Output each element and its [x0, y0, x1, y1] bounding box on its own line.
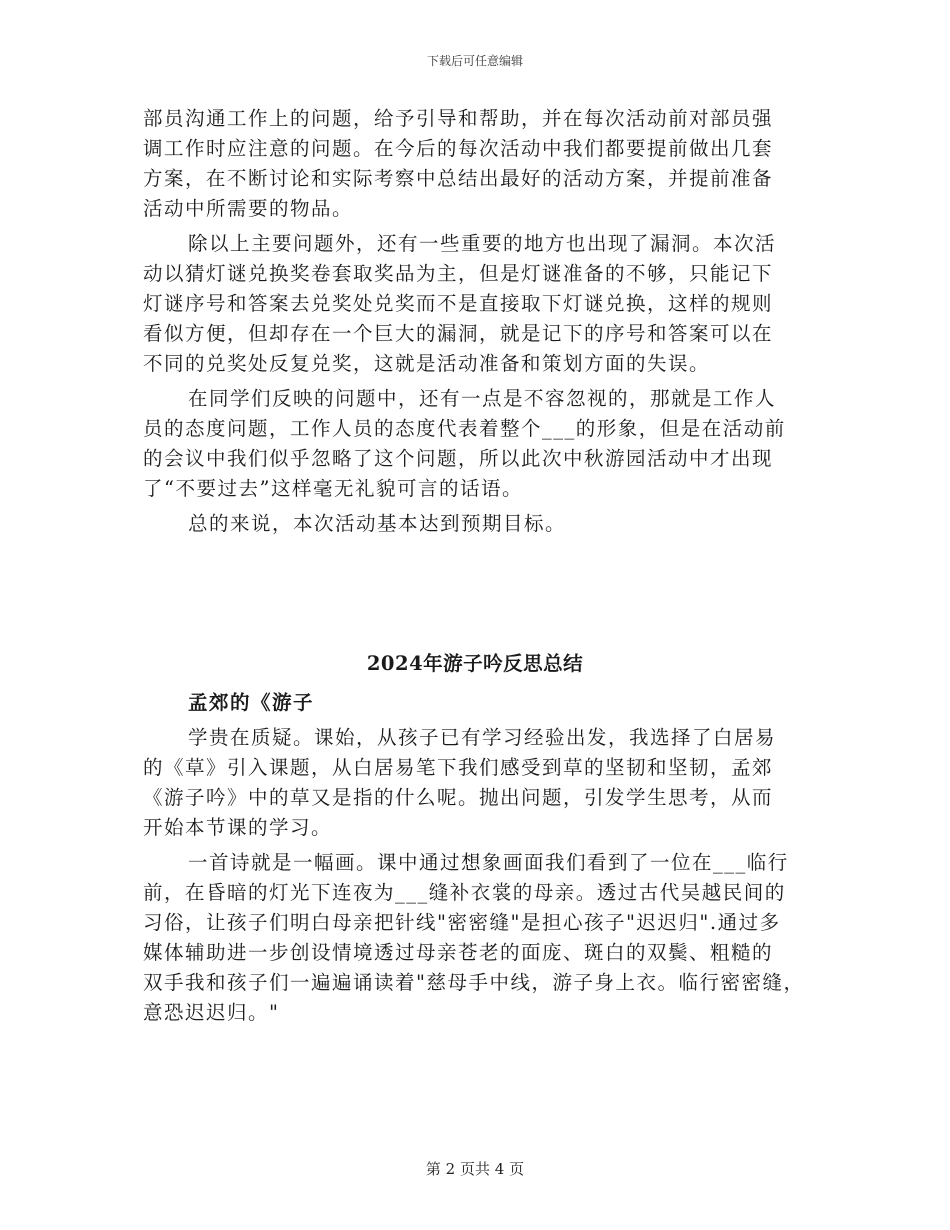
paragraph	[143, 509, 808, 539]
text-line: 意恐迟迟归。"	[143, 1001, 280, 1024]
text-line: 习俗，让孩子们明白母亲把针线"密密缝"是担心孩子"迟迟归".通过多	[143, 911, 781, 934]
text-line: 不同的兑奖处反复兑奖，这就是活动准备和策划方面的失误。	[143, 352, 711, 375]
page-header-note: 下载后可任意编辑	[426, 54, 523, 68]
text-line: 除以上主要问题外，还有一些重要的地方也出现了漏洞。本次活	[188, 232, 777, 255]
text-line: 部员沟通工作上的问题，给予引导和帮助，并在每次活动前对部员强	[143, 107, 774, 130]
section-1-body	[143, 104, 808, 539]
text-line: 总的来说，本次活动基本达到预期目标。	[188, 512, 567, 535]
text-line: 方案，在不断讨论和实际考察中总结出最好的活动方案，并提前准备	[143, 167, 774, 190]
text-line: 活动中所需要的物品。	[143, 197, 354, 220]
text-line: 员的态度问题，工作人员的态度代表着整个___的形象，但是在活动前	[143, 417, 786, 440]
paragraph	[143, 848, 823, 1028]
text-line: 看似方便，但却存在一个巨大的漏洞，就是记下的序号和答案可以在	[143, 322, 774, 345]
text-line: 了“不要过去”这样毫无礼貌可言的话语。	[143, 477, 523, 500]
section-title: 2024年游子吟反思总结	[366, 652, 584, 675]
text-line: 《游子吟》中的草又是指的什么呢。抛出问题，引发学生思考，从而	[143, 786, 774, 809]
text-line: 学贵在质疑。课始，从孩子已有学习经验出发，我选择了白居易	[188, 726, 777, 749]
paragraph	[143, 229, 808, 379]
text-line: 灯谜序号和答案去兑奖处兑奖而不是直接取下灯谜兑换，这样的规则	[143, 292, 774, 315]
text-line: 一首诗就是一幅画。课中通过想象画面我们看到了一位在___临行	[188, 851, 789, 874]
text-line: 的会议中我们似乎忽略了这个问题，所以此次中秋游园活动中才出现	[143, 447, 774, 470]
text-line: 调工作时应注意的问题。在今后的每次活动中我们都要提前做出几套	[143, 137, 774, 160]
subheading: 孟郊的《游子	[188, 691, 315, 714]
text-line: 在同学们反映的问题中，还有一点是不容忽视的，那就是工作人	[188, 387, 777, 410]
section-2-body	[143, 688, 823, 1028]
page-number: 第 2 页共 4 页	[425, 1160, 525, 1178]
text-line: 媒体辅助进一步创设情境透过母亲苍老的面庞、斑白的双鬓、粗糙的	[143, 941, 774, 964]
text-line: 开始本节课的学习。	[143, 816, 333, 839]
paragraph	[143, 384, 808, 504]
text-line: 前，在昏暗的灯光下连夜为___缝补衣裳的母亲。透过古代吴越民间的	[143, 881, 786, 904]
paragraph	[143, 723, 823, 843]
text-line: 双手我和孩子们一遍遍诵读着"慈母手中线，游子身上衣。临行密密缝，	[143, 971, 805, 994]
paragraph	[143, 104, 808, 224]
text-line: 动以猜灯谜兑换奖卷套取奖品为主，但是灯谜准备的不够，只能记下	[143, 262, 774, 285]
text-line: 的《草》引入课题，从白居易笔下我们感受到草的坚韧和坚韧，孟郊	[143, 756, 774, 779]
